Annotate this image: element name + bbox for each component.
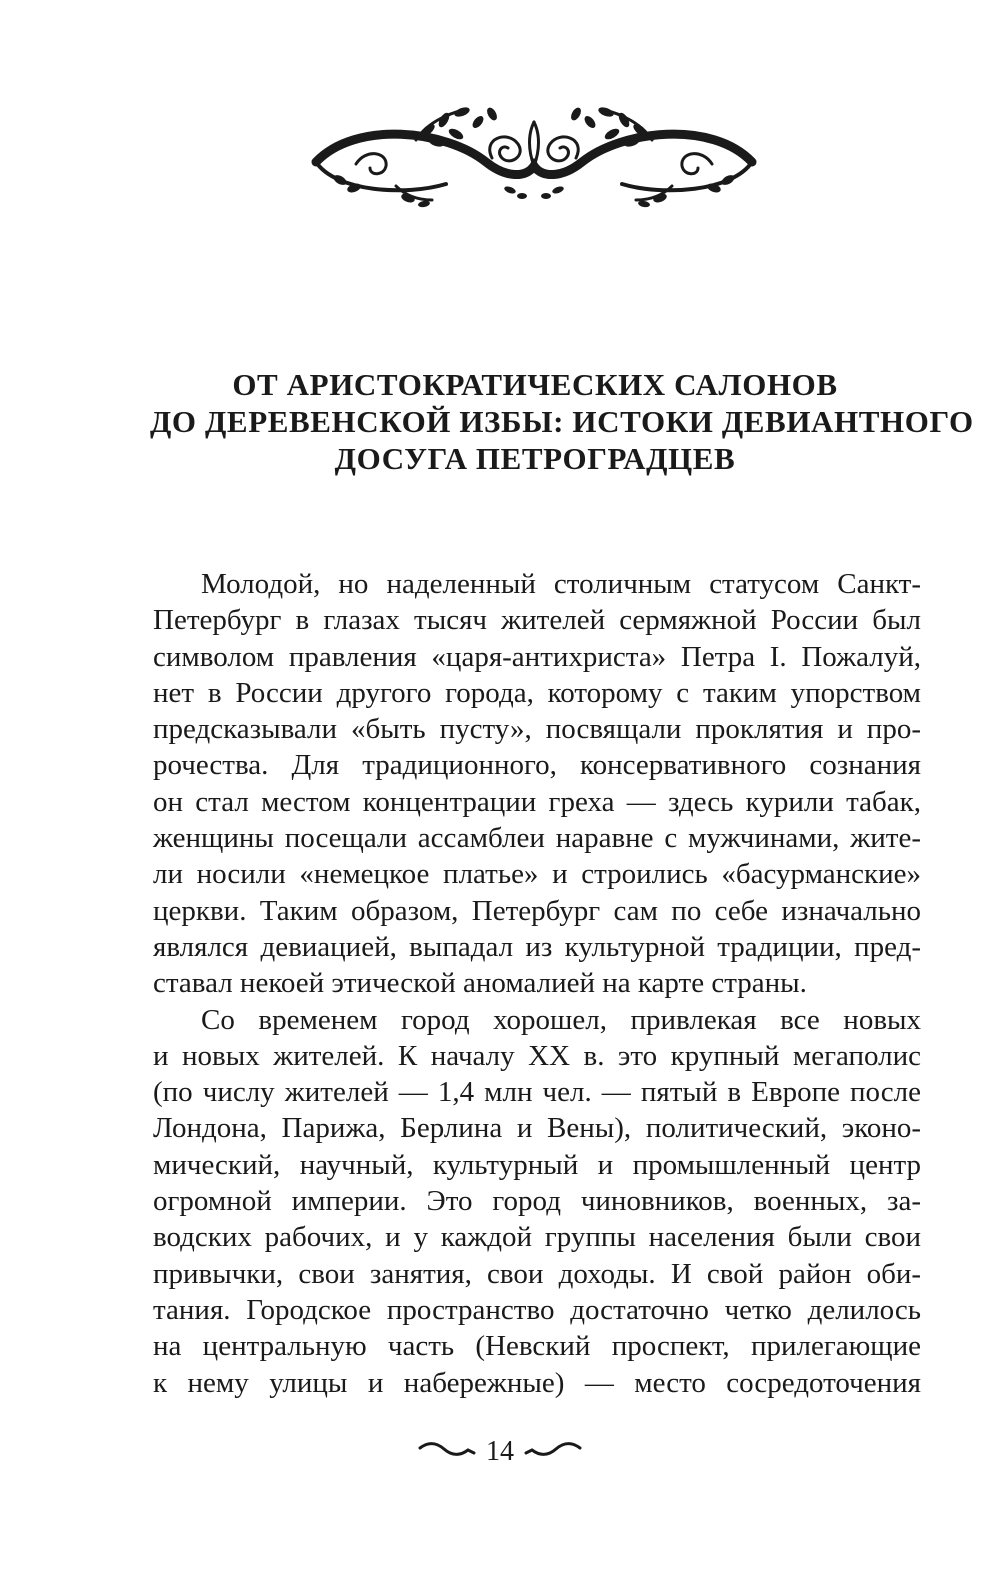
text-line: Молодой, но наделенный столичным статусом Санкт- — [201, 568, 921, 600]
text-line: рочества. Для традиционного, консервативного сознания — [153, 749, 921, 782]
page-footer — [0, 1432, 1000, 1472]
text-line: (по числу жителей — 1,4 млн чел. — пятый в Европе после — [153, 1076, 921, 1109]
text-line: огромной империи. Это город чиновников, военных, за- — [153, 1185, 921, 1218]
swash-left-icon — [418, 1436, 478, 1468]
text-line: на центральную часть (Невский проспект, прилегающие — [153, 1330, 921, 1363]
text-line: привычки, свои занятия, свои доходы. И свой район оби- — [153, 1257, 921, 1290]
text-line: ставал некоей этической аномалией на карте страны. — [153, 967, 807, 1000]
text-line: и новых жителей. К началу XX в. это крупный мегаполис — [153, 1039, 921, 1072]
text-line: к нему улицы и набережные) — место сосредоточения — [153, 1366, 921, 1399]
page-number: 14 — [486, 1436, 514, 1467]
text-line: предсказывали «быть пусту», посвящали проклятия и про- — [153, 713, 921, 746]
text-line: церкви. Таким образом, Петербург сам по себе изначально — [153, 894, 921, 927]
floral-scroll-ornament-icon — [296, 100, 772, 212]
text-line: водских рабочих, и у каждой группы населения были свои — [153, 1221, 921, 1254]
text-line: мический, научный, культурный и промышленный центр — [153, 1148, 921, 1181]
text-line: Петербург в глазах тысяч жителей сермяжной России был — [153, 604, 921, 637]
chapter-title-line: ОТ АРИСТОКРАТИЧЕСКИХ САЛОНОВ — [232, 367, 838, 402]
swash-right-icon — [522, 1436, 582, 1468]
text-line: Со временем город хорошел, привлекая все новых — [201, 1003, 921, 1036]
text-line: женщины посещали ассамблеи наравне с мужчинами, жите- — [153, 822, 921, 855]
text-line: ли носили «немецкое платье» и строились «басурманские» — [153, 858, 921, 891]
text-line: являлся девиацией, выпадал из культурной традиции, пред- — [153, 930, 921, 963]
body-text — [153, 566, 921, 1401]
text-line: он стал местом концентрации греха — здесь курили табак, — [153, 785, 921, 818]
chapter-title-line: ДО ДЕРЕВЕНСКОЙ ИЗБЫ: ИСТОКИ ДЕВИАНТНОГО — [150, 404, 974, 439]
chapter-title-line: ДОСУГА ПЕТРОГРАДЦЕВ — [334, 441, 736, 476]
text-line: нет в России другого города, которому с таким упорством — [153, 676, 921, 709]
chapter-title — [150, 366, 974, 477]
text-line: символом правления «царя-антихриста» Петра I. Пожалуй, — [153, 640, 921, 673]
text-line: тания. Городское пространство достаточно четко делилось — [153, 1293, 921, 1326]
text-line: Лондона, Парижа, Берлина и Вены), политический, эконо- — [153, 1112, 921, 1145]
